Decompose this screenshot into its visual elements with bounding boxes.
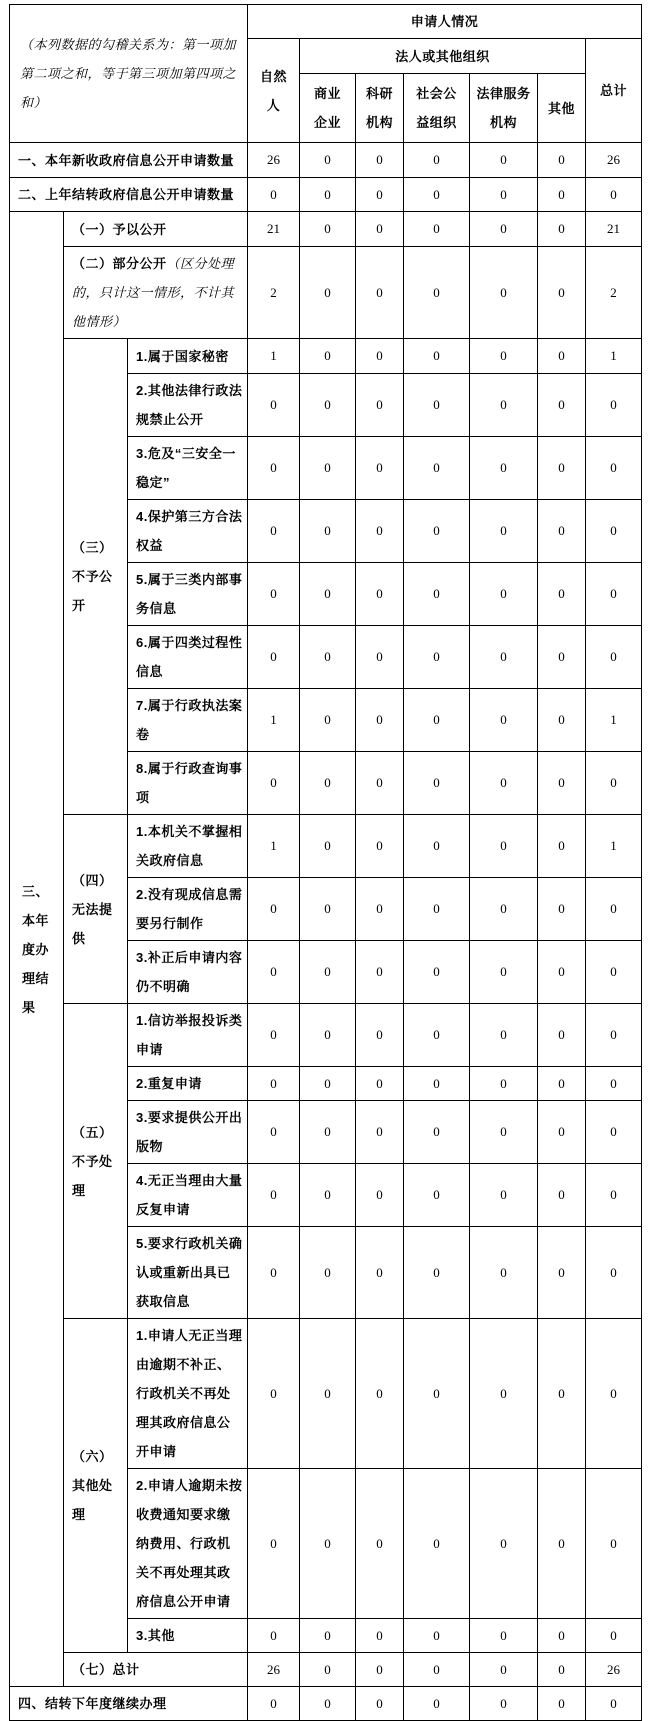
cell-value: 0 [404,626,470,689]
cell-value: 0 [404,1653,470,1687]
cell-value: 0 [538,500,586,563]
cell-value: 0 [586,1101,642,1164]
cell-value: 26 [248,1653,300,1687]
cell-value: 0 [356,815,404,878]
cell-value: 0 [470,878,538,941]
cell-value: 0 [538,143,586,178]
cell-value: 0 [356,500,404,563]
cell-value: 0 [404,1469,470,1619]
cell-value: 0 [538,437,586,500]
cell-value: 0 [356,626,404,689]
cell-value: 0 [356,178,404,212]
cell-value: 0 [300,374,356,437]
cell-value: 0 [538,1653,586,1687]
cell-value: 0 [356,143,404,178]
cell-value: 0 [300,878,356,941]
cell-value: 0 [248,626,300,689]
row-label-notproc-1: 1.信访举报投诉类申请 [128,1004,248,1067]
cell-value: 0 [356,374,404,437]
cell-value: 0 [300,1004,356,1067]
cell-value: 1 [586,339,642,374]
header-natural-person: 自然人 [248,39,300,143]
cell-value: 0 [538,626,586,689]
cell-value: 0 [538,1469,586,1619]
cell-value: 0 [586,1619,642,1653]
cell-value: 0 [300,1067,356,1101]
cell-value: 1 [248,815,300,878]
cell-value: 0 [470,1164,538,1227]
cell-value: 0 [470,1067,538,1101]
header-research-institution: 科研机构 [356,74,404,143]
cell-value: 0 [404,143,470,178]
cell-value: 0 [356,1101,404,1164]
cell-value: 0 [586,878,642,941]
cell-value: 0 [248,941,300,1004]
group-label-denied: （三）不予公开 [64,339,128,815]
cell-value: 2 [586,247,642,339]
cell-value: 0 [248,1101,300,1164]
cell-value: 0 [248,1619,300,1653]
partial-label-text: （二）部分公开 [72,256,167,271]
cell-value: 0 [356,1653,404,1687]
cell-value: 0 [404,941,470,1004]
cell-value: 0 [356,1227,404,1319]
table-row [10,1004,642,1067]
cell-value: 0 [300,626,356,689]
row-label-denied-8: 8.属于行政查询事项 [128,752,248,815]
cell-value: 0 [248,500,300,563]
table-row [10,1653,642,1687]
cell-value: 0 [586,1067,642,1101]
cell-value: 0 [470,752,538,815]
cell-value: 0 [470,500,538,563]
row-label-denied-5: 5.属于三类内部事务信息 [128,563,248,626]
cell-value: 0 [248,178,300,212]
cell-value: 0 [470,1619,538,1653]
cell-value: 0 [300,941,356,1004]
header-other: 其他 [538,74,586,143]
cell-value: 0 [470,374,538,437]
cell-value: 0 [356,941,404,1004]
cell-value: 0 [470,1469,538,1619]
table-row [10,815,642,878]
cell-value: 0 [470,437,538,500]
cell-value: 0 [538,247,586,339]
cell-value: 0 [248,752,300,815]
group-label-unable: （四）无法提供 [64,815,128,1004]
cell-value: 26 [248,143,300,178]
cell-value: 0 [356,437,404,500]
section3-label: 三、本年度办理结果 [10,212,64,1687]
row-label-notproc-2: 2.重复申请 [128,1067,248,1101]
cell-value: 0 [538,815,586,878]
cell-value: 0 [356,1067,404,1101]
cell-value: 0 [470,1227,538,1319]
cell-value: 0 [404,752,470,815]
cell-value: 0 [538,563,586,626]
cell-value: 0 [586,500,642,563]
cell-value: 0 [470,212,538,247]
cell-value: 1 [248,689,300,752]
cell-value: 0 [300,143,356,178]
cell-value: 0 [586,752,642,815]
cell-value: 0 [470,178,538,212]
cell-value: 0 [470,143,538,178]
cell-value: 0 [356,878,404,941]
group-label-other-handling: （六）其他处理 [64,1319,128,1653]
cell-value: 0 [356,1619,404,1653]
cell-value: 0 [248,1067,300,1101]
cell-value: 0 [404,1164,470,1227]
row-label-carried-over: 二、上年结转政府信息公开申请数量 [10,178,248,212]
header-total: 总计 [586,39,642,143]
cell-value: 0 [538,1164,586,1227]
row-label-notproc-3: 3.要求提供公开出版物 [128,1101,248,1164]
cell-value: 1 [586,689,642,752]
cell-value: 0 [404,689,470,752]
row-label-denied-1: 1.属于国家秘密 [128,339,248,374]
cell-value: 0 [404,563,470,626]
cell-value: 0 [586,374,642,437]
cell-value: 0 [404,1227,470,1319]
header-legal-service-org: 法律服务机构 [470,74,538,143]
cell-value: 0 [404,1619,470,1653]
row-label-denied-4: 4.保护第三方合法权益 [128,500,248,563]
cell-value: 0 [248,1469,300,1619]
cell-value: 0 [300,1619,356,1653]
cell-value: 0 [248,1004,300,1067]
cell-value: 0 [356,1004,404,1067]
cell-value: 0 [404,878,470,941]
cell-value: 0 [470,1004,538,1067]
row-label-denied-6: 6.属于四类过程性信息 [128,626,248,689]
cell-value: 0 [248,1687,300,1721]
cell-value: 0 [538,941,586,1004]
cell-value: 0 [470,339,538,374]
cell-value: 0 [538,1067,586,1101]
reconciliation-note: （本列数据的勾稽关系为：第一项加第二项之和，等于第三项加第四项之和） [10,5,248,143]
cell-value: 0 [300,1164,356,1227]
cell-value: 0 [404,1067,470,1101]
cell-value: 0 [538,752,586,815]
cell-value: 0 [538,1227,586,1319]
cell-value: 0 [300,212,356,247]
cell-value: 0 [300,247,356,339]
cell-value: 0 [404,247,470,339]
row-label-carry-next: 四、结转下年度继续办理 [10,1687,248,1721]
cell-value: 0 [404,437,470,500]
cell-value: 0 [356,1687,404,1721]
cell-value: 0 [248,1319,300,1469]
cell-value: 1 [586,815,642,878]
cell-value: 0 [586,941,642,1004]
row-label-otherh-1: 1.申请人无正当理由逾期不补正、行政机关不再处理其政府信息公开申请 [128,1319,248,1469]
cell-value: 21 [248,212,300,247]
row-label-otherh-2: 2.申请人逾期未按收费通知要求缴纳费用、行政机关不再处理其政府信息公开申请 [128,1469,248,1619]
cell-value: 0 [300,178,356,212]
cell-value: 0 [538,212,586,247]
cell-value: 0 [356,752,404,815]
header-legal-org: 法人或其他组织 [300,39,586,74]
cell-value: 0 [248,1227,300,1319]
cell-value: 0 [538,1101,586,1164]
cell-value: 0 [586,178,642,212]
cell-value: 0 [404,374,470,437]
header-row-1 [10,5,642,39]
row-label-notproc-4: 4.无正当理由大量反复申请 [128,1164,248,1227]
cell-value: 26 [586,143,642,178]
cell-value: 0 [300,1653,356,1687]
cell-value: 0 [300,752,356,815]
row-label-notproc-5: 5.要求行政机关确认或重新出具已获取信息 [128,1227,248,1319]
cell-value: 0 [300,815,356,878]
cell-value: 0 [538,339,586,374]
row-label-granted: （一）予以公开 [64,212,248,247]
row-label-denied-2: 2.其他法律行政法规禁止公开 [128,374,248,437]
row-label-new-requests: 一、本年新收政府信息公开申请数量 [10,143,248,178]
cell-value: 0 [586,1319,642,1469]
cell-value: 0 [470,689,538,752]
cell-value: 26 [586,1653,642,1687]
header-commercial-enterprise: 商业企业 [300,74,356,143]
cell-value: 0 [404,1101,470,1164]
cell-value: 0 [356,212,404,247]
partial-label-note: （区分处理的，只计这一情形，不计其他情形） [72,256,235,329]
cell-value: 0 [300,1469,356,1619]
cell-value: 2 [248,247,300,339]
group-label-not-processed: （五）不予处理 [64,1004,128,1319]
cell-value: 0 [300,1101,356,1164]
cell-value: 0 [356,563,404,626]
cell-value: 0 [404,178,470,212]
cell-value: 0 [248,878,300,941]
cell-value: 0 [356,689,404,752]
cell-value: 0 [248,374,300,437]
cell-value: 0 [300,339,356,374]
cell-value: 0 [300,689,356,752]
cell-value: 0 [404,1687,470,1721]
cell-value: 0 [356,339,404,374]
cell-value: 0 [356,1319,404,1469]
cell-value: 0 [404,1319,470,1469]
cell-value: 0 [470,1687,538,1721]
cell-value: 0 [404,212,470,247]
table-row [10,212,642,247]
cell-value: 0 [356,247,404,339]
cell-value: 21 [586,212,642,247]
cell-value: 0 [586,1164,642,1227]
cell-value: 0 [586,437,642,500]
cell-value: 0 [356,1469,404,1619]
header-applicant-status: 申请人情况 [248,5,642,39]
cell-value: 0 [248,563,300,626]
cell-value: 0 [404,500,470,563]
cell-value: 0 [356,1164,404,1227]
table-row [10,178,642,212]
cell-value: 0 [248,437,300,500]
cell-value: 0 [404,815,470,878]
table-row [10,247,642,339]
cell-value: 0 [300,500,356,563]
cell-value: 0 [470,247,538,339]
table-row [10,143,642,178]
cell-value: 0 [538,878,586,941]
cell-value: 0 [300,563,356,626]
cell-value: 0 [538,1687,586,1721]
row-label-unable-1: 1.本机关不掌握相关政府信息 [128,815,248,878]
cell-value: 0 [470,626,538,689]
cell-value: 0 [586,563,642,626]
cell-value: 0 [470,941,538,1004]
cell-value: 0 [300,437,356,500]
cell-value: 0 [404,339,470,374]
row-label-unable-2: 2.没有现成信息需要另行制作 [128,878,248,941]
cell-value: 0 [300,1227,356,1319]
row-label-section3-total: （七）总计 [64,1653,248,1687]
row-label-otherh-3: 3.其他 [128,1619,248,1653]
cell-value: 0 [538,1319,586,1469]
header-public-welfare-org: 社会公益组织 [404,74,470,143]
table-row [10,339,642,374]
cell-value: 0 [300,1687,356,1721]
table-row [10,1687,642,1721]
gov-info-disclosure-table [9,4,642,1721]
table-row [10,1319,642,1469]
cell-value: 0 [470,1319,538,1469]
cell-value: 0 [538,689,586,752]
cell-value: 0 [538,1004,586,1067]
row-label-denied-3: 3.危及“三安全一稳定” [128,437,248,500]
cell-value: 0 [586,1469,642,1619]
cell-value: 0 [586,626,642,689]
cell-value: 0 [586,1004,642,1067]
cell-value: 0 [300,1319,356,1469]
cell-value: 0 [538,1619,586,1653]
cell-value: 0 [248,1164,300,1227]
cell-value: 0 [470,815,538,878]
cell-value: 0 [404,1004,470,1067]
cell-value: 0 [470,563,538,626]
cell-value: 0 [586,1687,642,1721]
cell-value: 0 [470,1653,538,1687]
row-label-partial [64,247,248,339]
row-label-unable-3: 3.补正后申请内容仍不明确 [128,941,248,1004]
row-label-denied-7: 7.属于行政执法案卷 [128,689,248,752]
cell-value: 0 [538,374,586,437]
cell-value: 0 [470,1101,538,1164]
cell-value: 0 [538,178,586,212]
cell-value: 1 [248,339,300,374]
cell-value: 0 [586,1227,642,1319]
